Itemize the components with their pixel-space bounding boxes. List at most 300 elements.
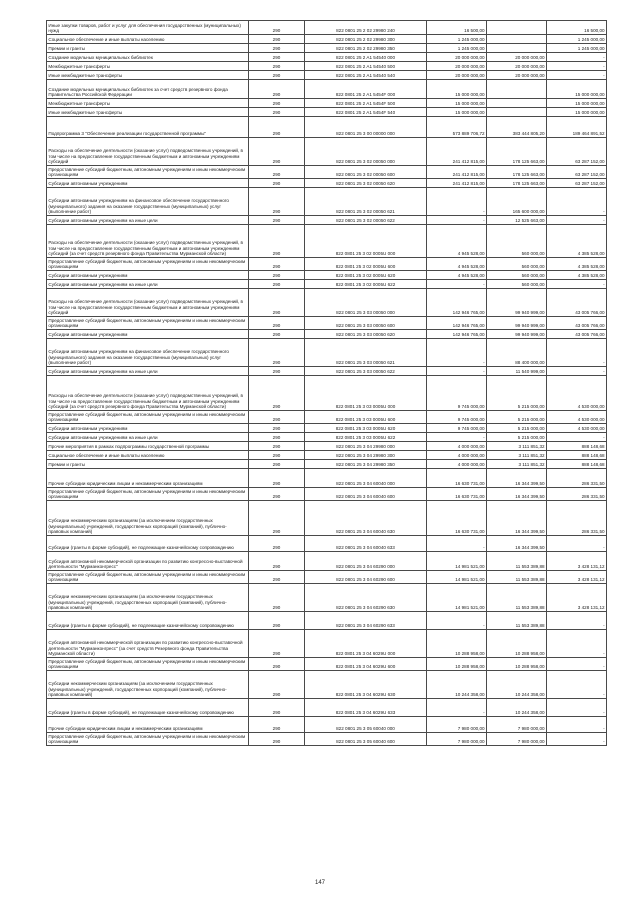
table-row [47,216,607,225]
row-ved: 290 [249,216,305,225]
row-amount-1: - [427,699,487,717]
table-row [47,166,607,179]
row-code: 822 0801 25 3 03 00050 620 [305,330,427,339]
row-ved: 290 [249,108,305,117]
row-amount-1: 241 412 815,00 [427,179,487,188]
table-row [47,699,607,717]
row-amount-1: 16 500,00 [427,21,487,35]
row-name: Предоставление субсидий бюджетным, автономным учреждениям и иным некоммерческим организациям [47,571,249,584]
row-ved: 290 [249,330,305,339]
row-ved: 290 [249,424,305,433]
row-amount-2: 5 215 000,00 [487,433,547,442]
row-ved: 290 [249,536,305,552]
table-row [47,367,607,376]
row-name: Расходы на обеспечение деятельности (оказание услуг) подведомственных учреждений, в том числе на предоставление государственным бюджетным и автономным учреждениям субсидий (за счет средств резервного фонда Правительства Мурманской области) [47,376,249,411]
row-name: Социальное обеспечение и иные выплаты населению [47,35,249,44]
table-row [47,658,607,671]
row-amount-1: 4 000 000,00 [427,460,487,469]
row-amount-3: 286 331,50 [547,469,607,488]
row-ved: 290 [249,433,305,442]
row-amount-2 [487,80,547,99]
row-ved: 290 [249,71,305,80]
row-ved: 290 [249,658,305,671]
row-code: 822 0801 25 3 02 00050 621 [305,188,427,216]
row-ved: 290 [249,289,305,317]
row-amount-1: 4 000 000,00 [427,442,487,451]
row-amount-3: 15 000 000,00 [547,108,607,117]
row-name: Субсидии автономным учреждениям [47,179,249,188]
table-row [47,44,607,53]
row-code: 822 0801 25 3 03 00050 600 [305,317,427,330]
table-row [47,35,607,44]
table-row [47,571,607,584]
row-code: 822 0801 25 3 02 0005U 000 [305,225,427,258]
row-name: Расходы на обеспечение деятельности (оказание услуг) подведомственных учреждений, в том числе на предоставление государственным бюджетным и автономным учреждениям субсидий [47,138,249,166]
row-ved: 290 [249,62,305,71]
row-code: 822 0801 25 3 04 29980 000 [305,442,427,451]
row-amount-2: 11 553 389,88 [487,612,547,630]
row-name: Субсидия автономной некоммерческой организации по развитию конгрессно-выставочной деятельности "Мурманконгресс" (за счет средств Резервного фонда Правительства Мурманской области) [47,630,249,658]
table-row [47,451,607,460]
row-ved: 290 [249,469,305,488]
row-amount-3: - [547,53,607,62]
budget-table-body [47,21,607,746]
row-amount-1: 7 980 000,00 [427,733,487,746]
row-amount-2: 16 344 399,50 [487,469,547,488]
row-ved: 290 [249,225,305,258]
row-name: Предоставление субсидий бюджетным, автономным учреждениям и иным некоммерческим организациям [47,733,249,746]
row-ved: 290 [249,138,305,166]
row-amount-3: - [547,699,607,717]
row-code: 822 0801 25 3 04 6029U 630 [305,671,427,699]
row-amount-1: 4 945 528,00 [427,225,487,258]
row-code: 822 0801 25 3 05 60040 600 [305,733,427,746]
table-row [47,188,607,216]
row-name: Межбюджетные трансферты [47,99,249,108]
table-row [47,179,607,188]
row-name: Социальное обеспечение и иные выплаты населению [47,451,249,460]
table-row [47,53,607,62]
table-row [47,376,607,411]
row-amount-3: - [547,367,607,376]
row-ved: 290 [249,35,305,44]
row-amount-3: 15 000 000,00 [547,80,607,99]
row-amount-3: 63 287 152,00 [547,179,607,188]
row-code: 822 0801 25 3 03 0005U 622 [305,433,427,442]
row-code: 822 0801 25 2 A1 54540 540 [305,71,427,80]
row-ved: 290 [249,733,305,746]
row-amount-3: - [547,188,607,216]
row-amount-1: 16 630 731,00 [427,469,487,488]
table-row [47,501,607,536]
row-amount-1: 20 000 000,00 [427,62,487,71]
table-row [47,552,607,571]
row-amount-2 [487,44,547,53]
row-amount-3: - [547,630,607,658]
row-ved: 290 [249,442,305,451]
table-row [47,411,607,424]
row-amount-3: 43 005 766,00 [547,317,607,330]
row-amount-1: 142 946 765,00 [427,289,487,317]
row-amount-1: 573 889 706,72 [427,117,487,138]
row-code: 822 0801 25 3 04 6029U 633 [305,699,427,717]
table-row [47,488,607,501]
row-name: Иные межбюджетные трансферты [47,108,249,117]
row-amount-2: 5 215 000,00 [487,376,547,411]
row-code: 822 0801 25 3 02 0005U 620 [305,271,427,280]
row-ved: 290 [249,671,305,699]
row-amount-1: - [427,612,487,630]
row-code: 822 0801 25 3 02 0005U 622 [305,280,427,289]
row-amount-2: 178 125 663,00 [487,166,547,179]
row-code: 822 0801 25 3 04 60290 630 [305,584,427,612]
row-name: Расходы на обеспечение деятельности (оказание услуг) подведомственных учреждений, в том числе на предоставление государственным бюджетным и автономным учреждениям субсидий [47,289,249,317]
row-amount-3: 4 530 000,00 [547,424,607,433]
row-amount-2: 165 600 000,00 [487,188,547,216]
row-name: Межбюджетные трансферты [47,62,249,71]
row-amount-1: 9 745 000,00 [427,376,487,411]
row-ved: 290 [249,166,305,179]
row-amount-3: 63 287 152,00 [547,138,607,166]
row-ved: 290 [249,411,305,424]
row-amount-3: 3 428 131,12 [547,571,607,584]
row-amount-2: 7 980 000,00 [487,733,547,746]
row-amount-1: - [427,216,487,225]
table-row [47,280,607,289]
row-code: 822 0801 25 2 A1 54540 500 [305,62,427,71]
row-amount-3: 4 530 000,00 [547,411,607,424]
row-amount-3: - [547,658,607,671]
row-name: Предоставление субсидий бюджетным, автономным учреждениям и иным некоммерческим организациям [47,488,249,501]
row-name: Прочие субсидии юридическим лицам и некоммерческим организациям [47,717,249,733]
row-amount-2: 20 000 000,00 [487,53,547,62]
row-name: Субсидии автономным учреждениям на иные цели [47,216,249,225]
row-code: 822 0801 25 3 04 29980 300 [305,451,427,460]
row-amount-1: - [427,188,487,216]
row-amount-1: 16 630 731,00 [427,488,487,501]
row-amount-1: 10 288 958,00 [427,658,487,671]
row-amount-2: 11 553 389,88 [487,552,547,571]
row-amount-3: 3 428 131,12 [547,584,607,612]
table-row [47,80,607,99]
budget-table [46,20,607,746]
row-code: 822 0801 25 3 02 00050 600 [305,166,427,179]
row-ved: 290 [249,44,305,53]
table-row [47,671,607,699]
row-amount-1: - [427,536,487,552]
row-name: Субсидии некоммерческим организациям (за исключением государственных (муниципальных) учреждений, государственных корпораций (компаний), публично-правовых компаний) [47,501,249,536]
row-amount-1: 241 412 815,00 [427,166,487,179]
table-row [47,108,607,117]
row-amount-3: - [547,733,607,746]
row-amount-3: - [547,339,607,367]
row-code: 822 0801 25 3 00 00000 000 [305,117,427,138]
page-number: 147 [314,880,325,886]
table-row [47,271,607,280]
row-amount-3: 4 385 528,00 [547,271,607,280]
row-ved: 290 [249,501,305,536]
row-amount-3: 4 385 528,00 [547,258,607,271]
row-ved: 290 [249,552,305,571]
row-amount-3: 63 287 152,00 [547,166,607,179]
row-ved: 290 [249,117,305,138]
row-amount-2 [487,99,547,108]
row-amount-2: 10 244 358,00 [487,671,547,699]
table-row [47,330,607,339]
row-amount-2: 178 125 663,00 [487,138,547,166]
table-row [47,424,607,433]
table-row [47,62,607,71]
row-ved: 290 [249,258,305,271]
row-ved: 290 [249,376,305,411]
row-code: 822 0801 25 3 05 60040 000 [305,717,427,733]
row-code: 822 0801 25 3 02 0005U 600 [305,258,427,271]
row-code: 822 0801 25 3 03 00050 000 [305,289,427,317]
row-amount-3: 189 464 891,52 [547,117,607,138]
table-row [47,442,607,451]
row-amount-1: 15 000 000,00 [427,80,487,99]
row-amount-2: 383 444 805,20 [487,117,547,138]
row-code: 822 0801 25 3 04 6029U 600 [305,658,427,671]
row-amount-1: 15 000 000,00 [427,99,487,108]
table-row [47,717,607,733]
row-amount-3: - [547,433,607,442]
row-amount-2: 99 940 999,00 [487,330,547,339]
row-ved: 290 [249,612,305,630]
table-row [47,21,607,35]
row-amount-1: 10 288 958,00 [427,630,487,658]
row-name: Предоставление субсидий бюджетным, автономным учреждениям и иным некоммерческим организациям [47,166,249,179]
row-amount-2: 3 111 851,32 [487,460,547,469]
row-amount-1: 4 000 000,00 [427,451,487,460]
row-code: 822 0801 25 3 02 00050 000 [305,138,427,166]
row-name: Подпрограмма 3 "Обеспечение реализации государственной программы" [47,117,249,138]
row-name: Субсидии автономным учреждениям на иные цели [47,433,249,442]
row-name: Предоставление субсидий бюджетным, автономным учреждениям и иным некоммерческим организациям [47,658,249,671]
row-amount-1: 14 981 521,00 [427,584,487,612]
row-amount-2: 16 344 399,50 [487,501,547,536]
row-code: 822 0801 25 3 04 60040 633 [305,536,427,552]
table-row [47,317,607,330]
row-ved: 290 [249,179,305,188]
table-row [47,225,607,258]
row-amount-2 [487,21,547,35]
row-amount-3: 4 385 528,00 [547,225,607,258]
row-ved: 290 [249,280,305,289]
row-ved: 290 [249,21,305,35]
row-ved: 290 [249,80,305,99]
row-name: Субсидии автономным учреждениям на иные цели [47,367,249,376]
row-amount-1: 14 981 521,00 [427,552,487,571]
row-ved: 290 [249,717,305,733]
row-ved: 290 [249,460,305,469]
table-row [47,289,607,317]
row-amount-1: 14 981 521,00 [427,571,487,584]
row-name: Субсидии автономным учреждениям [47,424,249,433]
row-code: 822 0801 25 2 02 29980 350 [305,44,427,53]
row-name: Субсидии автономным учреждениям на иные цели [47,280,249,289]
row-name: Прочие субсидии юридическим лицам и некоммерческим организациям [47,469,249,488]
row-amount-3: 1 245 000,00 [547,35,607,44]
row-amount-1: 142 946 765,00 [427,330,487,339]
table-row [47,536,607,552]
row-ved: 290 [249,584,305,612]
row-code: 822 0801 25 3 03 0005U 620 [305,424,427,433]
row-code: 822 0801 25 2 A1 5454F 500 [305,99,427,108]
row-amount-2 [487,108,547,117]
row-amount-3: 16 500,00 [547,21,607,35]
row-amount-2: 99 940 999,00 [487,289,547,317]
table-row [47,71,607,80]
row-ved: 290 [249,630,305,658]
row-code: 822 0801 25 3 02 00050 622 [305,216,427,225]
row-amount-1: 10 244 358,00 [427,671,487,699]
row-amount-3: 1 245 000,00 [547,44,607,53]
table-row [47,630,607,658]
row-name: Субсидии (гранты в форме субсидий), не подлежащие казначейскому сопровождению [47,699,249,717]
row-amount-2: 11 553 389,88 [487,571,547,584]
row-amount-2: 99 940 999,00 [487,317,547,330]
row-amount-2: 560 000,00 [487,258,547,271]
row-amount-3: - [547,717,607,733]
row-code: 822 0801 25 3 03 00050 621 [305,339,427,367]
row-amount-3: 3 428 131,12 [547,552,607,571]
row-ved: 290 [249,488,305,501]
row-ved: 290 [249,53,305,62]
row-amount-2 [487,35,547,44]
row-amount-2: 88 400 000,00 [487,339,547,367]
table-row [47,733,607,746]
table-row [47,469,607,488]
table-row [47,612,607,630]
table-row [47,433,607,442]
row-amount-1: 15 000 000,00 [427,108,487,117]
row-name: Субсидии (гранты в форме субсидий), не подлежащие казначейскому сопровождению [47,612,249,630]
row-name: Иные закупки товаров, работ и услуг для обеспечения государственных (муниципальных) нужд [47,21,249,35]
row-name: Премии и гранты [47,44,249,53]
row-amount-2: 7 980 000,00 [487,717,547,733]
row-amount-3: - [547,671,607,699]
row-amount-3: 888 148,68 [547,460,607,469]
row-code: 822 0801 25 3 04 60290 000 [305,552,427,571]
row-code: 822 0801 25 2 02 29980 240 [305,21,427,35]
row-amount-1: 16 630 731,00 [427,501,487,536]
row-amount-3: 286 331,50 [547,501,607,536]
row-amount-3: - [547,612,607,630]
row-amount-1: - [427,339,487,367]
row-code: 822 0801 25 3 04 29980 350 [305,460,427,469]
row-amount-1: 20 000 000,00 [427,53,487,62]
row-name: Премии и гранты [47,460,249,469]
row-amount-2: 560 000,00 [487,271,547,280]
row-name: Субсидии некоммерческим организациям (за исключением государственных (муниципальных) учреждений, государственных корпораций (компаний), публично-правовых компаний) [47,671,249,699]
row-amount-3: 43 005 766,00 [547,330,607,339]
row-ved: 290 [249,188,305,216]
row-amount-2: 10 244 358,00 [487,699,547,717]
table-row [47,584,607,612]
row-ved: 290 [249,699,305,717]
row-code: 822 0801 25 2 02 29980 300 [305,35,427,44]
row-name: Предоставление субсидий бюджетным, автономным учреждениям и иным некоммерческим организациям [47,317,249,330]
row-amount-3: 15 000 000,00 [547,99,607,108]
row-code: 822 0801 25 2 A1 54540 000 [305,53,427,62]
row-amount-2: 16 344 399,50 [487,536,547,552]
row-code: 822 0801 25 3 03 0005U 600 [305,411,427,424]
row-name: Субсидии автономным учреждениям на финансовое обеспечение государственного (муниципального) задания на оказание государственных (муниципальных) услуг (выполнение работ) [47,339,249,367]
row-name: Субсидии (гранты в форме субсидий), не подлежащие казначейскому сопровождению [47,536,249,552]
row-code: 822 0801 25 3 04 60290 633 [305,612,427,630]
row-amount-3: 4 530 000,00 [547,376,607,411]
row-ved: 290 [249,571,305,584]
row-name: Предоставление субсидий бюджетным, автономным учреждениям и иным некоммерческим организациям [47,258,249,271]
row-amount-2: 16 344 399,50 [487,488,547,501]
row-code: 822 0801 25 3 04 60040 630 [305,501,427,536]
row-ved: 290 [249,317,305,330]
row-code: 822 0801 25 3 03 0005U 000 [305,376,427,411]
row-amount-2: 178 125 663,00 [487,179,547,188]
row-amount-1: 241 412 815,00 [427,138,487,166]
row-name: Субсидии автономным учреждениям [47,330,249,339]
table-row [47,99,607,108]
row-ved: 290 [249,367,305,376]
row-ved: 290 [249,339,305,367]
row-name: Предоставление субсидий бюджетным, автономным учреждениям и иным некоммерческим организациям [47,411,249,424]
row-name: Субсидии автономным учреждениям [47,271,249,280]
row-name: Иные межбюджетные трансферты [47,71,249,80]
row-name: Субсидии некоммерческим организациям (за исключением государственных (муниципальных) учреждений, государственных корпораций (компаний), публично-правовых компаний) [47,584,249,612]
row-amount-3: 888 148,68 [547,451,607,460]
row-name: Создание модельных муниципальных библиотек за счет средств резервного фонда Правительства Российской Федерации [47,80,249,99]
row-amount-1: - [427,280,487,289]
row-amount-1: 4 945 528,00 [427,271,487,280]
row-amount-2: 3 111 851,32 [487,451,547,460]
row-ved: 290 [249,99,305,108]
row-amount-1: - [427,433,487,442]
row-ved: 290 [249,451,305,460]
row-amount-1: 20 000 000,00 [427,71,487,80]
row-amount-3: - [547,71,607,80]
row-name: Прочие мероприятия в рамках подпрограммы государственной программы [47,442,249,451]
table-row [47,339,607,367]
row-amount-3: - [547,280,607,289]
row-amount-1: 1 245 000,00 [427,44,487,53]
row-code: 822 0801 25 3 04 6029U 000 [305,630,427,658]
row-name: Расходы на обеспечение деятельности (оказание услуг) подведомственных учреждений, в том числе на предоставление государственным бюджетным и автономным учреждениям субсидий (за счет средств резервного фонда Правительства Мурманской области) [47,225,249,258]
row-amount-2: 560 000,00 [487,225,547,258]
row-amount-1: 7 980 000,00 [427,717,487,733]
row-amount-2: 20 000 000,00 [487,62,547,71]
row-amount-1: - [427,367,487,376]
table-row [47,117,607,138]
row-code: 822 0801 25 3 04 60290 600 [305,571,427,584]
table-row [47,258,607,271]
row-amount-2: 5 215 000,00 [487,411,547,424]
row-amount-3: - [547,62,607,71]
table-row [47,138,607,166]
row-amount-1: 9 745 000,00 [427,411,487,424]
row-amount-1: 9 745 000,00 [427,424,487,433]
row-code: 822 0801 25 3 02 00050 620 [305,179,427,188]
row-code: 822 0801 25 3 04 60040 600 [305,488,427,501]
row-ved: 290 [249,271,305,280]
row-amount-2: 20 000 000,00 [487,71,547,80]
row-amount-2: 11 540 999,00 [487,367,547,376]
row-amount-3: 888 148,68 [547,442,607,451]
row-amount-2: 10 288 958,00 [487,658,547,671]
row-name: Создание модельных муниципальных библиотек [47,53,249,62]
row-amount-2: 3 111 851,32 [487,442,547,451]
row-amount-2: 5 215 000,00 [487,424,547,433]
